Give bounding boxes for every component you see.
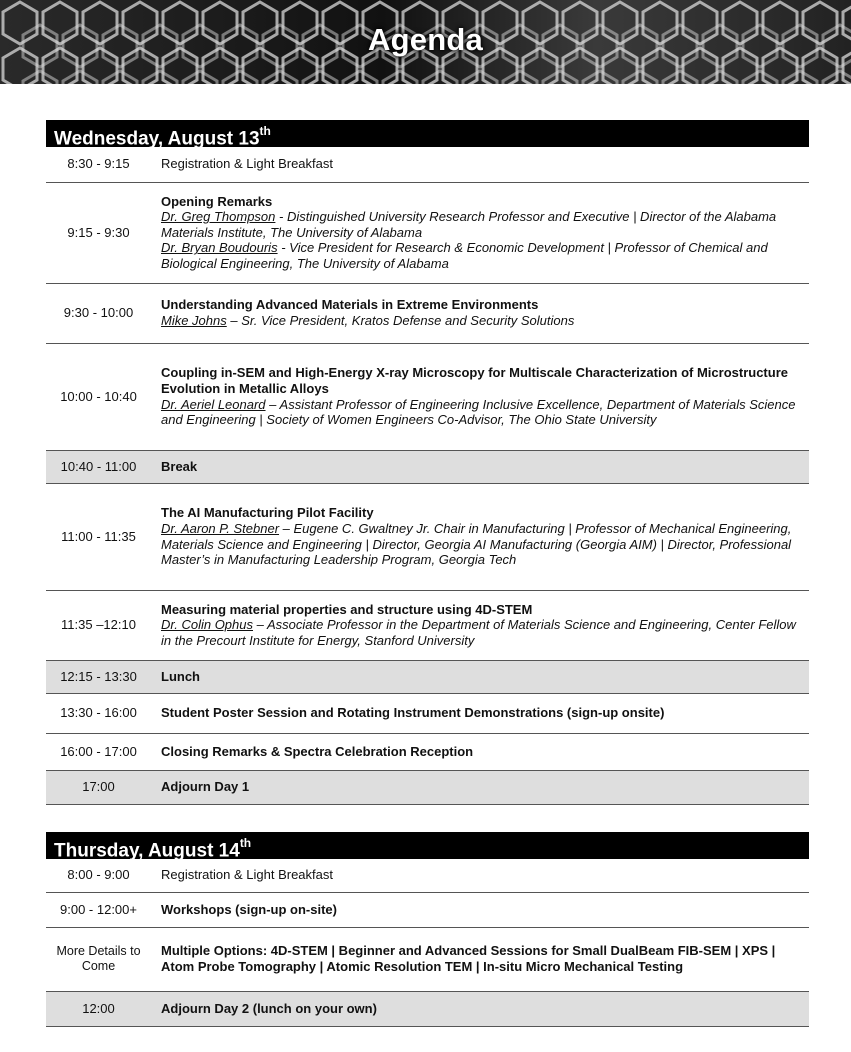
time-cell: 12:00 [46,991,154,1026]
speaker-role: Eugene C. Gwaltney Jr. Chair in Manufacturing | Professor of Mechanical Engineering, Materials Science and Engineering | Director, Georgia AI Manufacturing (Georgia AIM) | Director, Professional Master’s in Manufacturing Leadership Program, Georgia Tech [161,520,792,568]
time-cell: 10:00 - 10:40 [46,343,154,450]
table-row [46,770,809,804]
time-cell: 9:30 - 10:00 [46,283,154,343]
speaker-separator: – [253,617,267,633]
time-cell: 13:30 - 16:00 [46,693,154,733]
session-title: Registration & Light Breakfast [154,859,809,892]
time-cell: 8:00 - 9:00 [46,859,154,892]
session-title: Registration & Light Breakfast [154,147,809,182]
time-cell: 11:35 –12:10 [46,590,154,660]
table-row [46,859,809,892]
page-title: Agenda [368,22,483,57]
session-title: Closing Remarks & Spectra Celebration Reception [154,733,809,770]
table-row [46,660,809,693]
table-row [46,343,809,450]
table-row [46,927,809,991]
day-2-heading [46,832,809,862]
session-title: Measuring material properties and structure using 4D-STEM [161,601,533,617]
speaker-line [161,240,803,271]
time-cell: 8:30 - 9:15 [46,147,154,182]
speaker-name: Dr. Aaron P. Stebner [161,520,280,536]
day-2-agenda-table [46,859,809,1027]
table-row [46,892,809,927]
table-row [46,733,809,770]
session-cell [154,483,809,590]
table-row [46,991,809,1026]
session-title: Student Poster Session and Rotating Instrument Demonstrations (sign-up onsite) [154,693,809,733]
day-1-agenda-table [46,147,809,805]
speaker-line [161,313,803,329]
speaker-separator: – [265,396,280,412]
speaker-name: Dr. Greg Thompson [161,209,276,225]
time-cell: 16:00 - 17:00 [46,733,154,770]
session-title: Lunch [154,660,809,693]
time-cell: 10:40 - 11:00 [46,450,154,483]
time-cell: 9:00 - 12:00+ [46,892,154,927]
session-title: Break [154,450,809,483]
speaker-role: Sr. Vice President, Kratos Defense and Security Solutions [241,313,575,328]
session-cell [154,343,809,450]
speaker-role: Vice President for Research & Economic Development | Professor of Chemical and Biological Engineering, The University of Alabama [161,240,768,271]
speaker-separator: - [277,240,290,256]
speaker-separator: – [279,520,294,536]
session-cell [154,283,809,343]
session-title: Understanding Advanced Materials in Extreme Environments [161,297,539,313]
speaker-name: Dr. Bryan Boudouris [161,240,278,256]
time-cell: More Details to Come [46,927,154,991]
table-row [46,693,809,733]
day-1-heading-sup: th [259,124,271,138]
day-1-heading [46,120,809,150]
day-2-heading-sup: th [239,836,252,850]
session-title: Workshops (sign-up on-site) [154,892,809,927]
speaker-name: Dr. Aeriel Leonard [161,396,266,412]
day-1-section [46,120,809,805]
day-1-heading-text: Wednesday, August 13 [54,128,260,150]
speaker-separator: - [275,209,287,225]
time-cell: 12:15 - 13:30 [46,660,154,693]
table-row [46,590,809,660]
session-title: Coupling in-SEM and High-Energy X-ray Microscopy for Multiscale Characterization of Microstructure Evolution in Metallic Alloys [161,365,788,396]
speaker-name: Dr. Colin Ophus [161,617,253,633]
session-title: Multiple Options: 4D-STEM | Beginner and Advanced Sessions for Small DualBeam FIB-SEM | XPS | Atom Probe Tomography | Atomic Resolution TEM | In-situ Micro Mechanical Testing [154,927,809,991]
time-cell: 9:15 - 9:30 [46,182,154,283]
time-cell: 11:00 - 11:35 [46,483,154,590]
table-row [46,182,809,283]
speaker-line [161,209,803,240]
speaker-line [161,617,803,648]
table-row [46,450,809,483]
speaker-name: Mike Johns [161,313,227,328]
time-cell: 17:00 [46,770,154,804]
day-2-section [46,832,809,1027]
session-title: Opening Remarks [161,193,273,209]
table-row [46,483,809,590]
agenda-banner [0,0,851,84]
session-title: The AI Manufacturing Pilot Facility [161,505,374,521]
day-2-heading-text: Thursday, August 14 [54,840,240,862]
speaker-separator: – [226,313,242,328]
speaker-line [161,397,803,428]
table-row [46,147,809,182]
speaker-role: Distinguished University Research Professor and Executive | Director of the Alabama Materials Institute, The University of Alabama [161,209,777,240]
table-row [46,283,809,343]
speaker-role: Associate Professor in the Department of Materials Science and Engineering, Center Fellow in the Precourt Institute for Energy, Stanford University [161,617,796,648]
session-title: Adjourn Day 1 [154,770,809,804]
speaker-line [161,521,803,568]
session-cell [154,590,809,660]
session-cell [154,182,809,283]
speaker-role: Assistant Professor of Engineering Inclusive Excellence, Department of Materials Science and Engineering | Society of Women Engineers Co-Advisor, The Ohio State University [161,396,796,428]
session-title: Adjourn Day 2 (lunch on your own) [154,991,809,1026]
